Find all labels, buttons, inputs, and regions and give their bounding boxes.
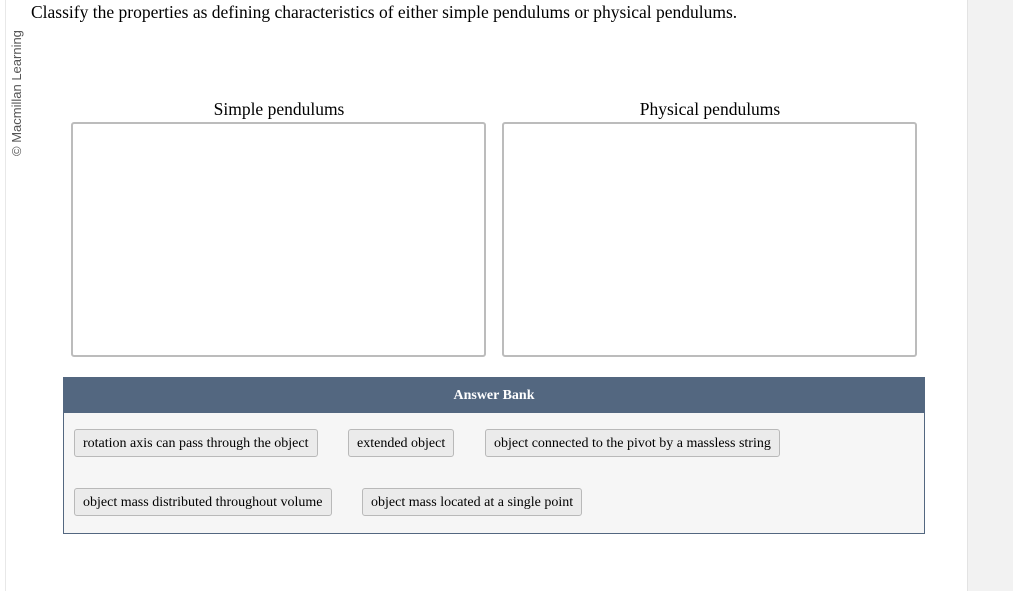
- bin-label-simple: Simple pendulums: [213, 99, 345, 119]
- drop-zone-simple-pendulums[interactable]: [71, 122, 486, 357]
- right-gutter: [967, 0, 1013, 591]
- answer-bank[interactable]: [63, 377, 925, 534]
- bin-label-physical: Physical pendulums: [639, 99, 781, 119]
- copyright-notice: © Macmillan Learning: [9, 30, 24, 156]
- left-divider: [5, 0, 6, 591]
- answer-chip-extended-object[interactable]: extended object: [348, 429, 454, 457]
- answer-chip-rotation-axis[interactable]: rotation axis can pass through the object: [74, 429, 318, 457]
- answer-chip-massless-string[interactable]: object connected to the pivot by a massless string: [485, 429, 780, 457]
- drop-zone-physical-pendulums[interactable]: [502, 122, 917, 357]
- answer-chip-mass-single-point[interactable]: object mass located at a single point: [362, 488, 582, 516]
- answer-bank-title: Answer Bank: [64, 378, 924, 413]
- answer-chip-mass-distributed[interactable]: object mass distributed throughout volume: [74, 488, 332, 516]
- question-prompt: Classify the properties as defining characteristics of either simple pendulums or physical pendulums.: [31, 2, 738, 22]
